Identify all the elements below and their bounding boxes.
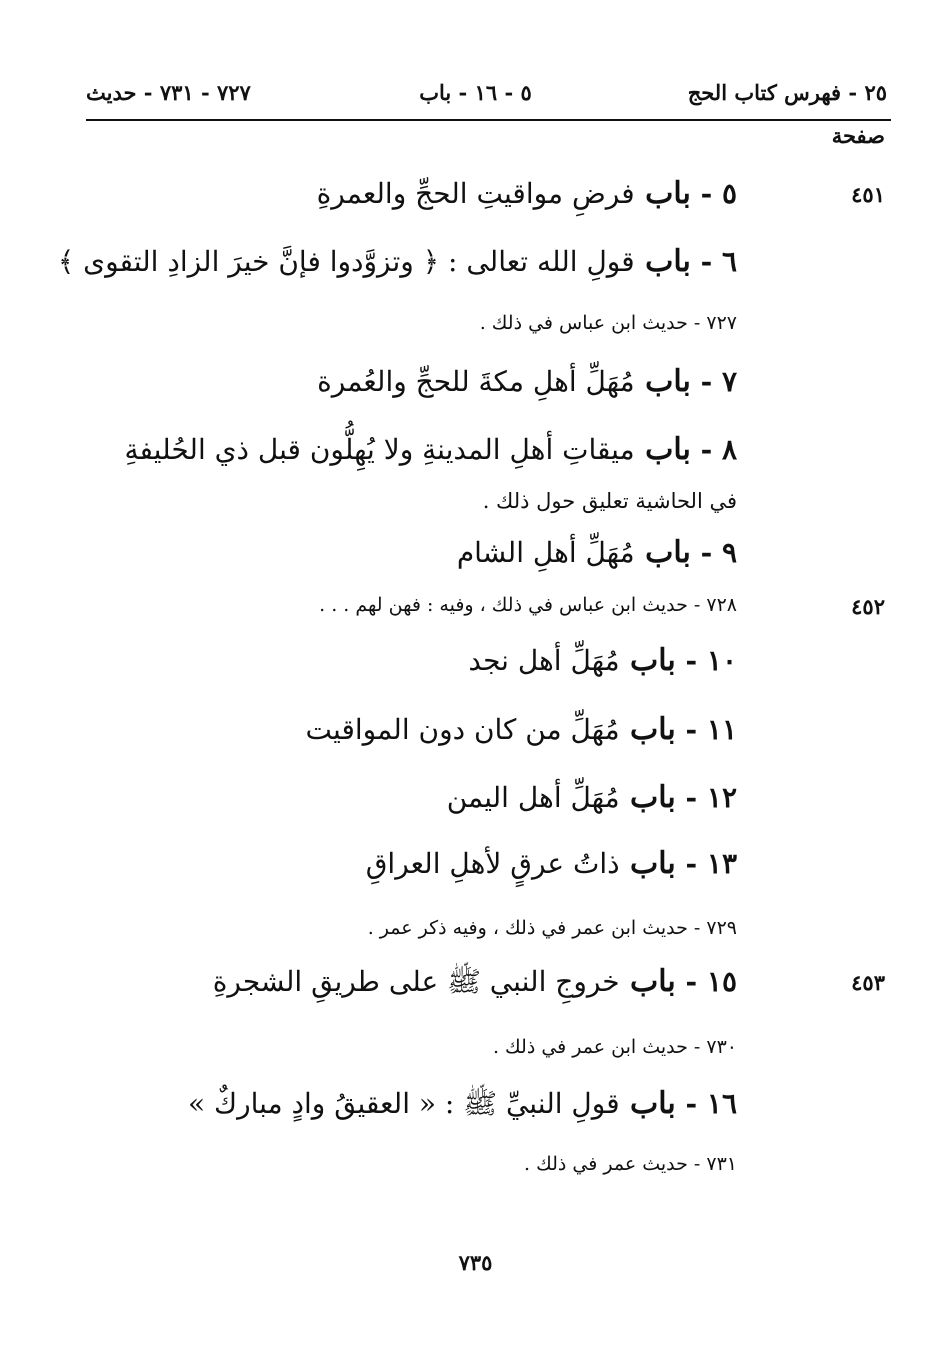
bab-dash: - [675,1087,707,1120]
bab-dash: - [690,365,722,398]
bab-dash: - [675,965,707,998]
page-column-label: صفحة [831,123,885,148]
bab-title: مُهَلِّ أهلِ الشام [456,536,635,569]
bab-keyword: باب [619,846,676,881]
bab-number: ١٣ [706,847,737,880]
bab-keyword: باب [619,643,676,678]
bab-entry [468,643,737,678]
bab-dash: - [675,713,707,746]
bab-title: فرضِ مواقيتِ الحجِّ والعمرةِ [316,177,635,210]
page-ref: ٤٥١ [851,182,885,207]
bab-title: مُهَلِّ أهل اليمن [446,781,620,814]
bab-keyword: باب [634,244,691,279]
bab-dash: - [675,847,707,880]
header-chapter-range: ٥ - ١٦ - باب [419,80,532,105]
bab-number: ١١ [706,713,737,746]
note-entry: في الحاشية تعليق حول ذلك . [482,489,737,513]
bab-title: خروجِ النبي ﷺ على طريقِ الشجرةِ [212,965,620,998]
bab-keyword: باب [619,712,676,747]
bab-dash: - [690,536,722,569]
header-title: ٢٥ - فهرس كتاب الحج [687,80,887,105]
hadith-entry: ٧٢٩ - حديث ابن عمر في ذلك ، وفيه ذكر عمر . [367,917,737,939]
header-rule [86,119,891,121]
bab-keyword: باب [619,964,676,999]
bab-number: ١٦ [706,1087,737,1120]
bab-entry [457,535,737,570]
bab-entry [366,846,737,881]
page-ref: ٤٥٣ [851,970,885,995]
bab-title: ميقاتِ أهلِ المدينةِ ولا يُهِلُّون قبل ذي الحُليفةِ [124,433,635,466]
bab-title: مُهَلِّ من كان دون المواقيت [305,713,620,746]
bab-entry [58,244,737,279]
bab-title: قولِ الله تعالى : ﴿ وتزوَّدوا فإنَّ خيرَ الزادِ التقوى ﴾ [57,245,635,278]
bab-entry [124,432,737,467]
hadith-entry: ٧٢٨ - حديث ابن عباس في ذلك ، وفيه : فهن لهم . . . [319,594,737,616]
hadith-entry: ٧٢٧ - حديث ابن عباس في ذلك . [479,312,737,334]
bab-entry [213,964,737,1005]
bab-number: ٥ [721,177,737,210]
bab-number: ٨ [721,433,737,466]
bab-dash: - [690,177,722,210]
hadith-entry: ٧٣٠ - حديث ابن عمر في ذلك . [492,1036,737,1058]
bab-number: ٧ [721,365,737,398]
bab-number: ١٢ [706,781,737,814]
bab-dash: - [690,433,722,466]
page-number: ٧٣٥ [458,1250,493,1275]
bab-number: ٩ [721,536,737,569]
bab-dash: - [690,245,722,278]
bab-dash: - [675,781,707,814]
bab-number: ١٠ [706,644,737,677]
bab-entry [447,780,737,815]
header-hadith-range: ٧٢٧ - ٧٣١ - حديث [86,80,251,105]
bab-title: قولِ النبيِّ ﷺ : « العقيقُ وادٍ مباركٌ » [188,1087,620,1120]
bab-entry [188,1086,737,1127]
bab-title: مُهَلِّ أهل نجد [468,644,620,677]
bab-keyword: باب [619,1086,676,1121]
bab-dash: - [675,644,707,677]
bab-keyword: باب [634,535,691,570]
page-ref: ٤٥٢ [851,594,885,619]
bab-keyword: باب [634,176,691,211]
bab-number: ١٥ [706,965,737,998]
bab-keyword: باب [619,780,676,815]
bab-keyword: باب [634,364,691,399]
bab-number: ٦ [721,245,737,278]
bab-title: ذاتُ عرقٍ لأهلِ العراقِ [365,847,620,880]
hadith-entry: ٧٣١ - حديث عمر في ذلك . [524,1153,737,1175]
bab-entry [306,712,737,747]
bab-title: مُهَلِّ أهلِ مكةَ للحجِّ والعُمرة [317,365,635,398]
bab-keyword: باب [634,432,691,467]
bab-entry [317,176,737,211]
bab-entry [317,364,737,399]
